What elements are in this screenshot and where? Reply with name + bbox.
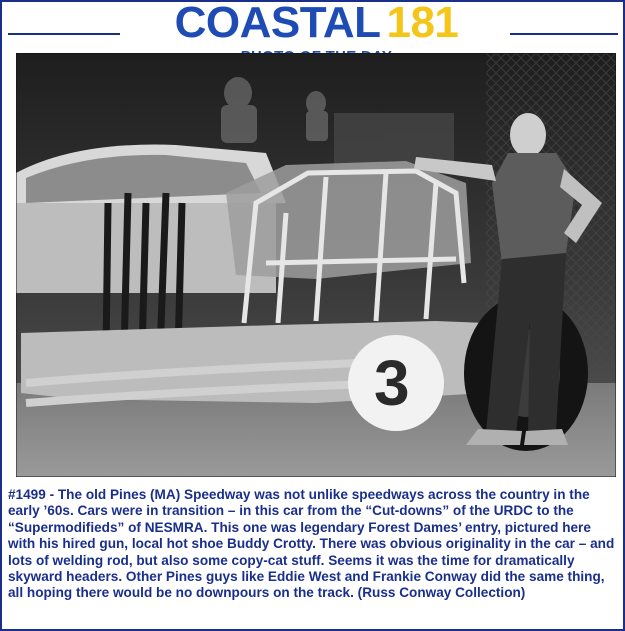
header-rule-left xyxy=(8,33,120,35)
logo-number: 181 xyxy=(386,0,459,47)
photo-illustration xyxy=(16,53,616,477)
race-car-photo xyxy=(16,53,616,477)
logo-word: COASTAL xyxy=(174,0,381,47)
header-rule-right xyxy=(510,33,618,35)
photo-caption: #1499 - The old Pines (MA) Speedway was not unlike speedways across the country in the early ’60s. Cars were in transition – in this car from the “Cut-downs” of the URDC to the “Supermodifieds” of NESMRA. This one was legendary Forest Dames’ entry, pictured here with his hired gun, local hot shoe Buddy Crotty. There was obvious originality in the car – and lots of welding rod, but also some copy-cat stuff. Seems it was the time for dramatically skyward headers. Other Pines guys like Eddie West and Frankie Conway did the same thing, all hoping there would be no downpours on the track. (Russ Conway Collection) xyxy=(8,487,615,601)
car-number-3: 3 xyxy=(374,347,410,419)
logo-title xyxy=(125,0,508,48)
